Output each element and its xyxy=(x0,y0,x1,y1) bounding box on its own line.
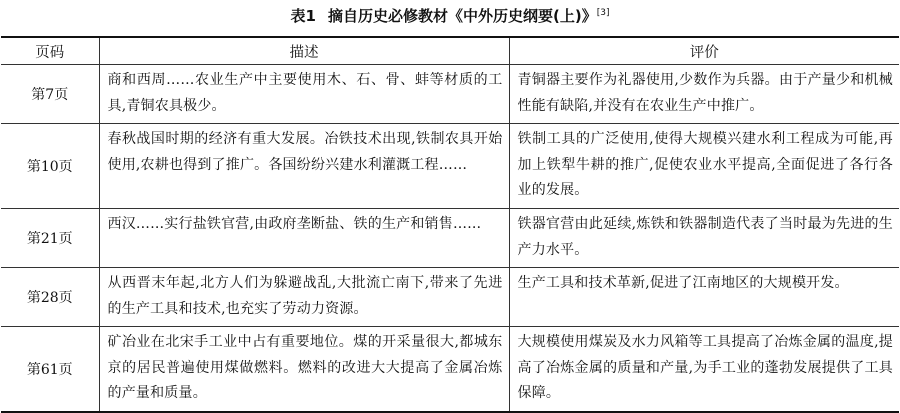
cell-page: 第61页 xyxy=(1,327,99,413)
cell-evaluation: 铁器官营由此延续,炼铁和铁器制造代表了当时最为先进的生产力水平。 xyxy=(509,209,899,268)
cell-description: 矿冶业在北宋手工业中占有重要地位。煤的开采量很大,都城东京的居民普遍使用煤做燃料。燃料的改进大大提高了金属冶炼的产量和质量。 xyxy=(99,327,509,413)
cell-page: 第28页 xyxy=(1,268,99,327)
cell-description: 从西晋末年起,北方人们为躲避战乱,大批流亡南下,带来了先进的生产工具和技术,也充实了劳动力资源。 xyxy=(99,268,509,327)
table-caption xyxy=(0,6,900,26)
cell-description: 春秋战国时期的经济有重大发展。冶铁技术出现,铁制农具开始使用,农耕也得到了推广。各国纷纷兴建水利灌溉工程…… xyxy=(99,124,509,209)
cell-evaluation: 生产工具和技术革新,促进了江南地区的大规模开发。 xyxy=(509,268,899,327)
cell-evaluation: 铁制工具的广泛使用,使得大规模兴建水利工程成为可能,再加上铁犁牛耕的推广,促使农业水平提高,全面促进了各行各业的发展。 xyxy=(509,124,899,209)
cell-evaluation: 青铜器主要作为礼器使用,少数作为兵器。由于产量少和机械性能有缺陷,并没有在农业生产中推广。 xyxy=(509,65,899,124)
cell-page: 第7页 xyxy=(1,65,99,124)
table-row xyxy=(1,65,899,124)
table-row xyxy=(1,327,899,413)
header-description: 描述 xyxy=(99,37,509,65)
table-header-row xyxy=(1,37,899,65)
table-row xyxy=(1,124,899,209)
header-page: 页码 xyxy=(1,37,99,65)
table-row xyxy=(1,268,899,327)
cell-description: 商和西周……农业生产中主要使用木、石、骨、蚌等材质的工具,青铜农具极少。 xyxy=(99,65,509,124)
header-evaluation: 评价 xyxy=(509,37,899,65)
history-textbook-table xyxy=(1,36,899,413)
citation-ref: [3] xyxy=(596,8,610,18)
cell-page: 第21页 xyxy=(1,209,99,268)
cell-description: 西汉……实行盐铁官营,由政府垄断盐、铁的生产和销售…… xyxy=(99,209,509,268)
table-row xyxy=(1,209,899,268)
table-number: 表1 xyxy=(290,7,316,25)
cell-evaluation: 大规模使用煤炭及水力风箱等工具提高了冶炼金属的温度,提高了冶炼金属的质量和产量,为手工业的蓬勃发展提供了工具保障。 xyxy=(509,327,899,413)
cell-page: 第10页 xyxy=(1,124,99,209)
table-title: 摘自历史必修教材《中外历史纲要(上)》 xyxy=(327,7,597,25)
